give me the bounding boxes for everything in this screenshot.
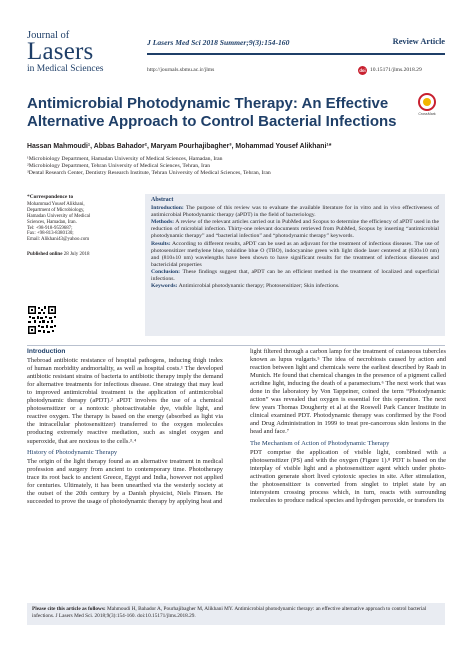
- journal-url-link[interactable]: http://journals.sbmu.ac.ir/jlms: [147, 67, 215, 73]
- author-list: Hassan Mahmoudi¹, Abbas Bahador², Maryam Pourhajibagher³, Mohammad Yousef Alikhani¹*: [27, 143, 332, 150]
- section-heading-mechanism: The Mechanism of Action of Photodynamic Therapy: [250, 439, 390, 447]
- citation-footer: [27, 603, 445, 625]
- abstract-methods: [151, 219, 439, 240]
- journal-citation: J Lasers Med Sci 2018 Summer;9(3):154-160: [147, 38, 290, 47]
- correspondence-block: [27, 195, 127, 243]
- published-label: Published online: [27, 252, 63, 257]
- citation-text: Mahmoudi H, Bahador A, Pourhajibagher M, Alikhani MY. Antimicrobial photodynamic therapy: an effective alternative approach to control bacterial infections. J Lasers Med Sci. 2018;9(3):154-160. doi:10.15171/jlms.2018.29.: [32, 606, 427, 619]
- journal-logo-line1: Journal of: [27, 30, 70, 41]
- body-paragraph: light filtered through a carbon lamp for the treatment of cutaneous tubercles known as lupus vulgaris.⁵ The idea of necrobiosis caused by action and reaction between light and chemicals were the earliest described by Raab in Munich. He found that chemical changes in the presence of a pigment called acridine light, inducing the death of a paramecium.⁶ The next work that was done in the laboratory by Von Tappeiner, coined the term “Photodynamic action” was revealed that oxygen is essential for this operation. The next few years Thomas Dougherty et al at the Roswell Park Cancer Institute in clinical examined PDT. Photodynamic therapy was confirmed by the Food and Drug Administration in 1999 to treat pre-cancerous skin lesions in the head and face.⁷: [250, 348, 446, 436]
- affiliations: [27, 156, 271, 178]
- abstract-conclusion: [151, 269, 439, 283]
- abstract-label: Results:: [151, 240, 171, 247]
- correspondence-line: Sciences, Hamadan, Iran.: [27, 219, 77, 225]
- affiliation-item: ²Microbiology Department, Tehran University of Medical Sciences, Tehran, Iran: [27, 163, 211, 170]
- section-heading-history: History of Photodynamic Therapy: [27, 448, 118, 456]
- correspondence-line: Fax: +98-813-8380130;: [27, 231, 74, 237]
- correspondence-email[interactable]: Email: Alikhani43@yahoo.com: [27, 237, 90, 243]
- correspondence-line: Mohammad Yousef Alikhani,: [27, 201, 85, 207]
- abstract-results: [151, 241, 439, 269]
- qr-code-icon[interactable]: [27, 305, 57, 335]
- abstract-label: Keywords:: [151, 283, 178, 290]
- correspondence-line: Department of Microbiology,: [27, 207, 85, 213]
- crossmark-icon: [418, 93, 436, 111]
- doi-icon: doi: [359, 68, 366, 73]
- citation-label: Please cite this article as follows:: [32, 606, 106, 612]
- correspondence-line: Hamadan University of Medical: [27, 213, 91, 219]
- section-heading-introduction: Introduction: [27, 348, 66, 355]
- doi-link[interactable]: 10.15171/jlms.2018.29: [370, 67, 422, 73]
- journal-logo-line2: Lasers: [27, 38, 94, 65]
- affiliation-item: ¹Microbiology Department, Hamadan University of Medical Sciences, Hamadan, Iran: [27, 156, 223, 162]
- body-column-right: [250, 348, 446, 505]
- abstract-text: A review of the relevant articles carried out in PubMed and Scopus to determine the efficiency of aPDT used in the reduction of microbial infection. Thirty-one relevant documents retrieved from PubMed, Scopus by inserting “antimicrobial photodynamic therapy” and “bacterial infection” and “photodynamic therapy” keywords.: [151, 219, 440, 240]
- published-date: 28 July 2018: [63, 252, 90, 257]
- article-title: Antimicrobial Photodynamic Therapy: An Effective Alternative Approach to Control Bacterial Infections: [27, 95, 397, 130]
- body-paragraph: The origin of the light therapy found as an alternative treatment in medical profession and surgery from ancient to contemporary time. Phototherapy trace its root back to ancient Greece, Egypt and India, however not applied for centuries. Ultimately, it has been unearthed via the westerly society at the outset of the 20th century by a Danish physicist, Niels Finsen. He succeeded to prove the usage of photodynamic therapy by applying heat and: [27, 457, 223, 505]
- abstract-label: Conclusion:: [151, 268, 181, 275]
- correspondence-heading: *Correspondence to: [27, 194, 74, 200]
- body-paragraph: PDT comprise the application of visible light, combined with a photosensitizer (PS) and with the oxygen (Figure 1).⁸ PDT is based on the interplay of visible light and a photosensitizer agent which under photo-activation generate short lived cytotoxic species in site. After stimulation, the photosensitizer is converted from singlet to triplet state by an intersystem crossing process which, in turn, reacts with surrounding molecules to produce radical species and hydrogen peroxide, or transfers its: [250, 448, 446, 504]
- abstract-text: According to different results, aPDT can be used as an adjuvant for the treatment of infectious diseases. The use of photosensitizer methylene blue, toluidine blue O (TBO), indocyanine green with light diode laser centered at (630±10 nm) and (810±10 nm) wavelengths have been shown to have significant results for the treatment of infectious diseases and bactericidal properties: [151, 240, 439, 268]
- abstract-heading: Abstract: [151, 197, 174, 203]
- abstract-introduction: [151, 205, 439, 219]
- abstract-text: Antimicrobial photodynamic therapy; Photosensitizer; Skin infections.: [178, 283, 340, 290]
- crossmark-button[interactable]: [414, 93, 440, 116]
- abstract-box: [145, 194, 445, 336]
- header-rule: [147, 53, 445, 55]
- affiliation-item: ³Dental Research Center, Dentistry Research Institute, Tehran University of Medical Sciences, Tehran, Iran: [27, 170, 271, 177]
- section-divider: [27, 345, 445, 346]
- journal-logo-line3: in Medical Sciences: [27, 64, 104, 74]
- published-online: [27, 252, 90, 257]
- correspondence-line: Tel: +98-918-9559687;: [27, 225, 73, 231]
- abstract-label: Methods:: [151, 219, 175, 226]
- body-paragraph: Thebroad antibiotic resistance of hospital pathogens, inducing thigh index of human morbidity andmortality, as well as hospital costs.¹ The developed antibiotic resistant strains of bacteria to antibiotic therapy imply the demand for alternative treatments for infectious disease. One strategy that may lead to improved antimicrobial treatment is the application of antimicrobial photodynamic therapy (aPDT).² aPDT involves the use of a chemical photosensitizer or a nontoxic photoactivatable dye, visible light, and reactive oxygen. The therapy is based on the energy (absorbed as light via the intracellular photosensitizer) transferred to the oxygen molecules producing extremely reactive mediation, such as singlet oxygen and superoxide, that are noxious to the cells.³˒⁴: [27, 357, 223, 445]
- abstract-label: Introduction:: [151, 205, 184, 212]
- article-type: Review Article: [392, 37, 445, 46]
- abstract-text: The purpose of this review was to evaluate the available literature for in vitro and in vivo effectiveness of antimicrobial Photodynamic therapy (aPDT) in the field of bacteriology.: [151, 205, 439, 219]
- journal-logo: [27, 30, 104, 75]
- abstract-text: These findings suggest that, aPDT can be an efficient method in the treatment of localized and superficial infections.: [151, 268, 439, 283]
- crossmark-label: CrossMark: [418, 112, 436, 116]
- abstract-keywords: [151, 283, 439, 290]
- body-column-left: [27, 348, 223, 506]
